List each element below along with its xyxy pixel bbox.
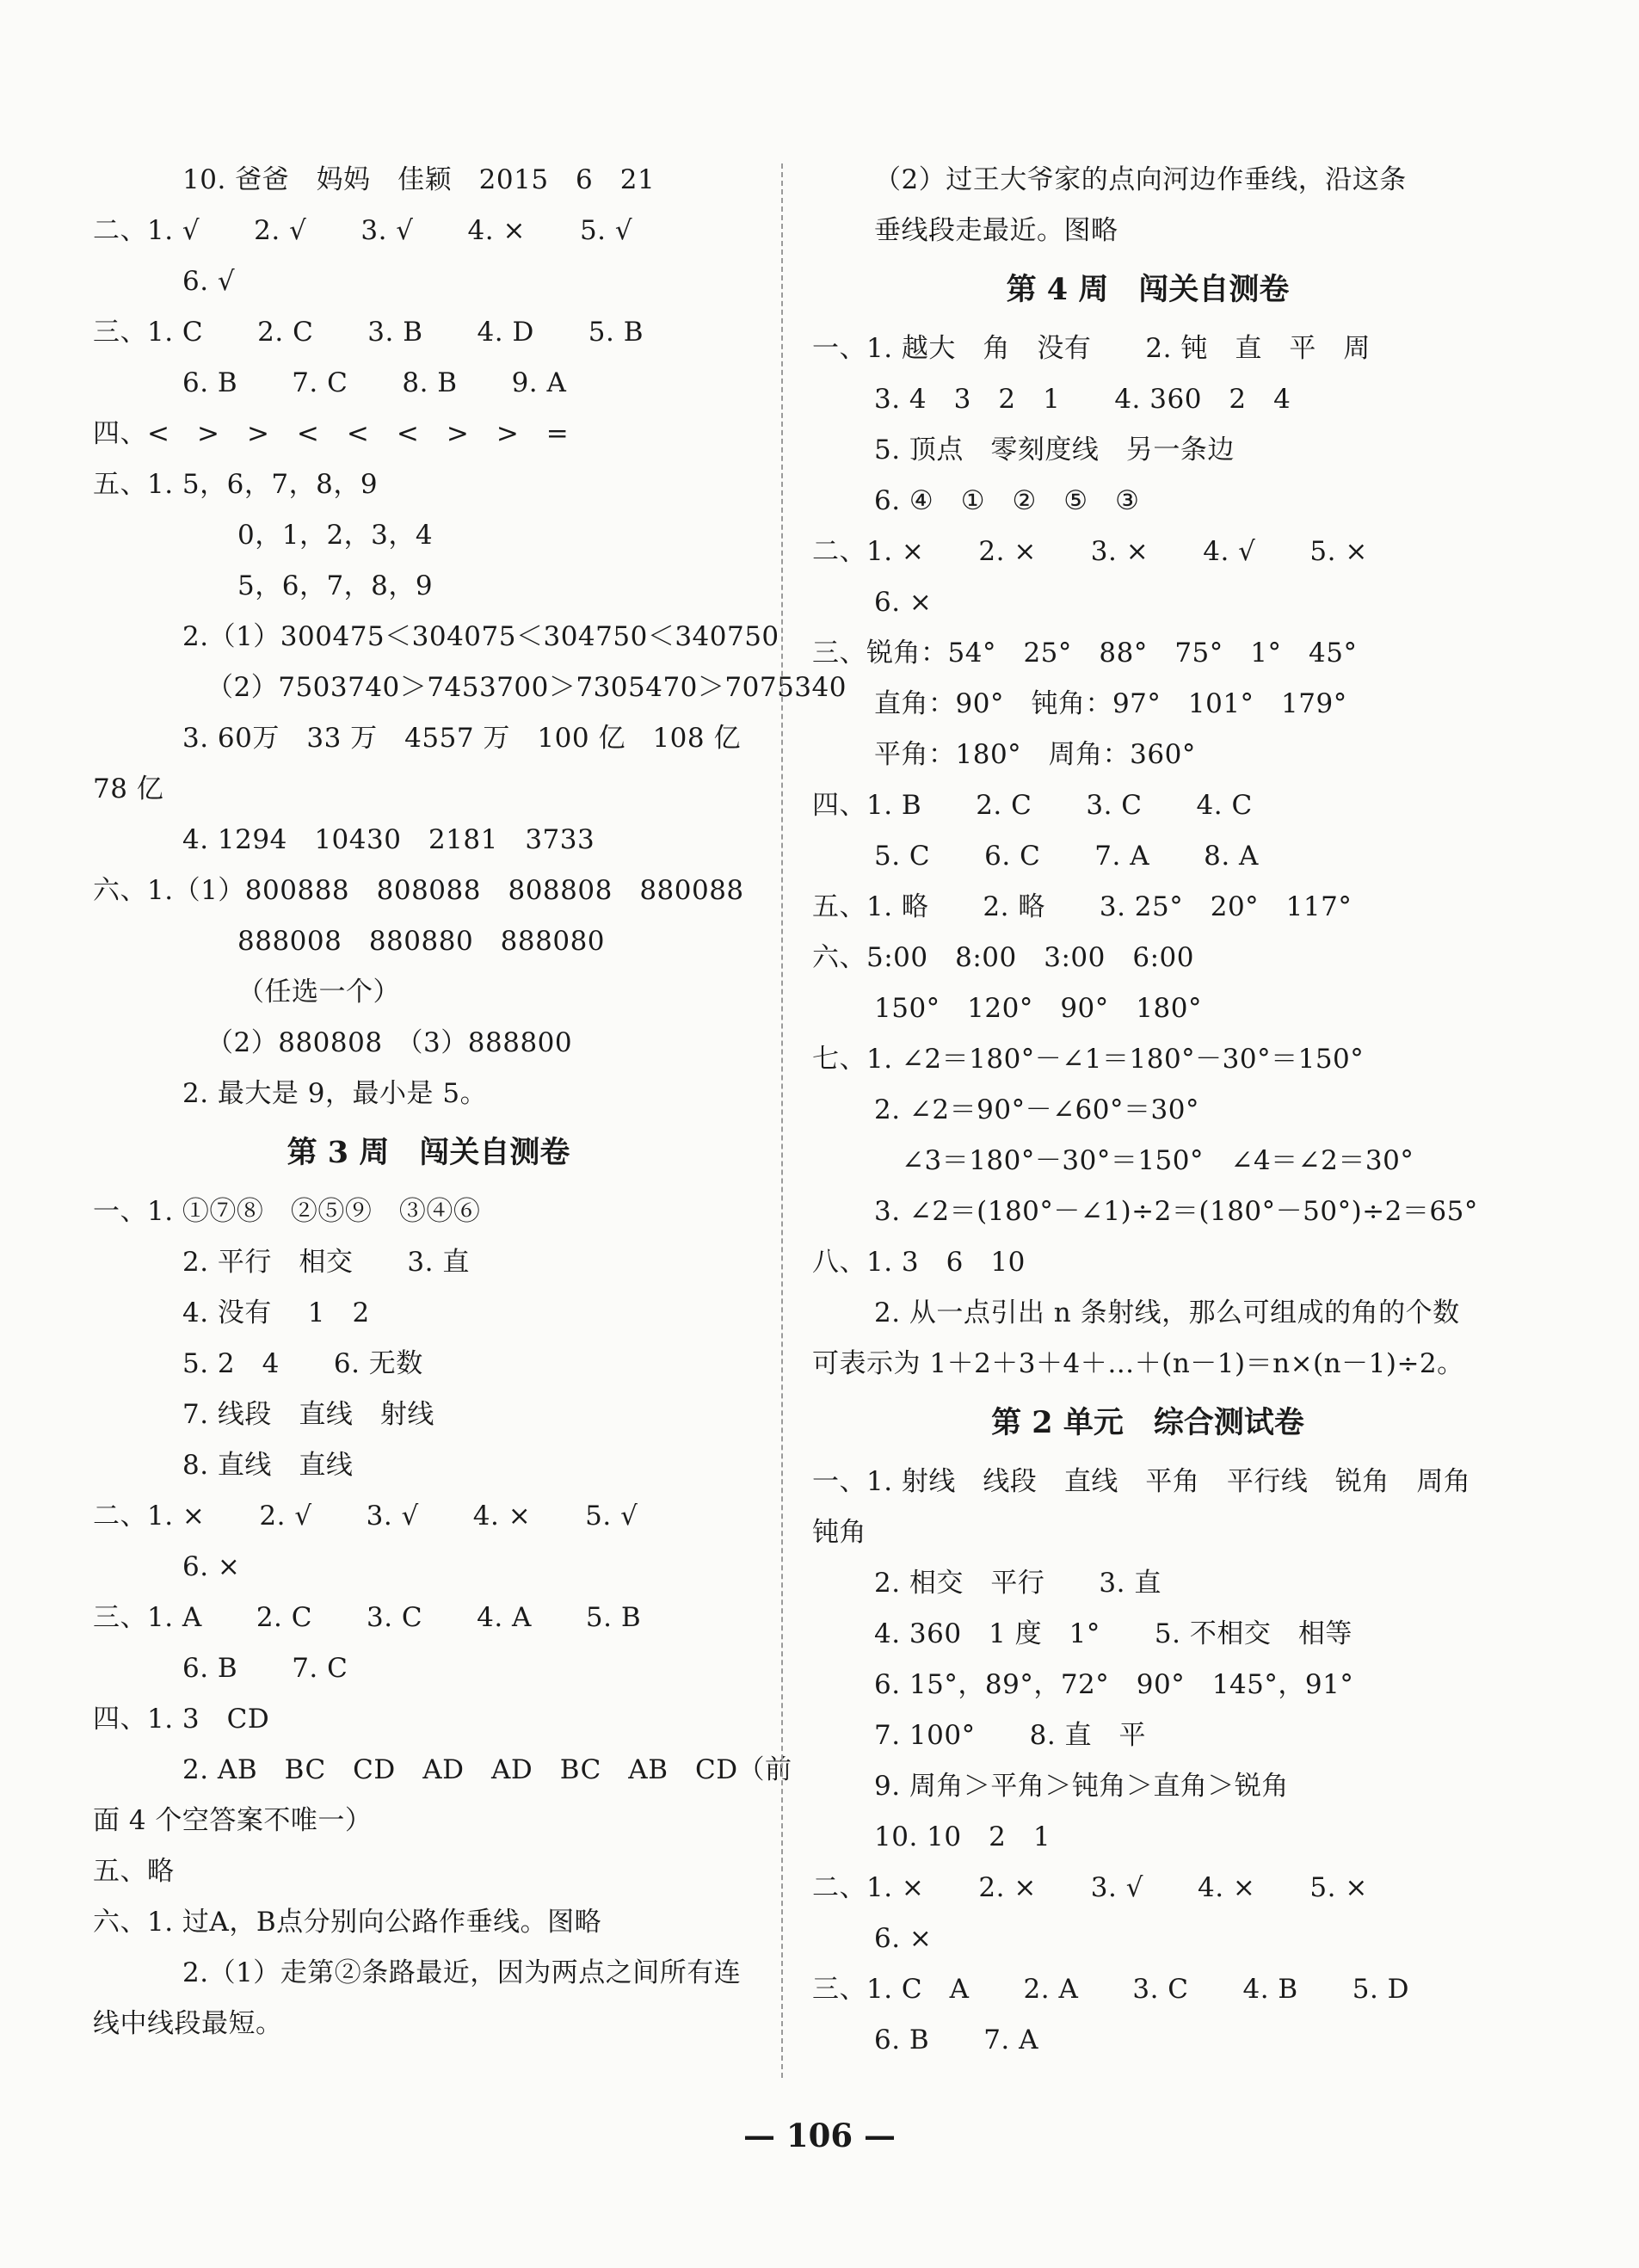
answer-line: 6. 15°，89°，72° 90° 145°，91° [874,1669,1354,1700]
answer-line: 2. ∠2＝90°－∠60°＝30° [874,1094,1199,1125]
answer-line: 888008 880880 888080 [237,926,606,957]
answer-line: 7. 线段 直线 射线 [182,1399,434,1430]
answer-line: 面 4 个空答案不唯一） [93,1805,373,1836]
right-column [812,155,1483,2066]
answer-line: 三、锐角：54° 25° 88° 75° 1° 45° [812,638,1358,669]
answer-line: 八、1. 3 6 10 [812,1247,1026,1278]
answer-line: 3. ∠2＝(180°－∠1)÷2＝(180°－50°)÷2＝65° [874,1196,1478,1227]
answer-line: 平角：180° 周角：360° [874,739,1196,770]
answer-line: 四、1. 3 CD [93,1704,270,1735]
answer-line: 二、1. √ 2. √ 3. √ 4. × 5. √ [93,215,633,246]
answer-line: 3. 60万 33 万 4557 万 100 亿 108 亿 [182,723,741,754]
answer-line: 7. 100° 8. 直 平 [874,1720,1147,1751]
answer-line: 10. 10 2 1 [874,1821,1051,1852]
answer-line: 150° 120° 90° 180° [874,993,1202,1024]
answer-line: 6. × [182,1551,241,1582]
answer-line: 2. AB BC CD AD AD BC AB CD（前 [182,1754,792,1785]
answer-line: 四、1. B 2. C 3. C 4. C [812,790,1253,821]
answer-line: 一、1. 越大 角 没有 2. 钝 直 平 周 [812,333,1371,364]
answer-line: 一、1. 射线 线段 直线 平角 平行线 锐角 周角 [812,1466,1471,1497]
answer-line: 4. 1294 10430 2181 3733 [182,824,595,855]
answer-line: 直角：90° 钝角：97° 101° 179° [874,688,1347,719]
answer-line: 6. × [874,587,933,618]
answer-line: （2）7503740＞7453700＞7305470＞7075340 [206,672,847,703]
answer-line: 三、1. C 2. C 3. B 4. D 5. B [93,317,644,348]
answer-line: 4. 没有 1 2 [182,1297,370,1328]
answer-line: 2.（1）300475＜304075＜304750＜340750 [182,621,779,652]
answer-line: 6. ④ ① ② ⑤ ③ [874,485,1140,516]
answer-line: 三、1. A 2. C 3. C 4. A 5. B [93,1602,642,1633]
answer-line: （2）过王大爷家的点向河边作垂线，沿这条 [874,164,1407,195]
answer-line: 4. 360 1 度 1° 5. 不相交 相等 [874,1618,1352,1649]
answer-line: 0，1，2，3，4 [237,520,434,551]
answer-line: 线中线段最短。 [93,2008,283,2039]
answer-line: 6. B 7. C 8. B 9. A [182,367,567,398]
answer-line: 四、< > > < < < > > = [93,418,570,449]
answer-line: 五、1. 略 2. 略 3. 25° 20° 117° [812,891,1352,922]
answer-line: 6. √ [182,266,236,297]
section-heading: 第 2 单元 综合测试卷 [991,1405,1304,1440]
answer-line: 6. B 7. C [182,1653,348,1684]
answer-line: 六、5:00 8:00 3:00 6:00 [812,942,1194,973]
page-number: — 106 — [743,2117,896,2154]
answer-line: 五、略 [93,1856,175,1887]
answer-line: 垂线段走最近。图略 [874,215,1118,246]
answer-line: 六、1.（1）800888 808088 808808 880088 [93,875,744,906]
answer-line: （2）880808 （3）888800 [206,1027,573,1058]
answer-line: 二、1. × 2. × 3. √ 4. × 5. × [812,1872,1368,1903]
answer-line: 五、1. 5，6，7，8，9 [93,469,379,500]
answer-line: 二、1. × 2. × 3. × 4. √ 5. × [812,536,1368,567]
answer-line: 2.（1）走第②条路最近，因为两点之间所有连 [182,1957,742,1988]
answer-line: 2. 最大是 9，最小是 5。 [182,1078,488,1109]
answer-line: 6. B 7. A [874,2025,1039,2055]
answer-line: 钝角 [812,1517,866,1548]
answer-line: 10. 爸爸 妈妈 佳颖 2015 6 21 [182,164,656,195]
answer-line: 2. 相交 平行 3. 直 [874,1568,1161,1599]
answer-line: 六、1. 过A，B点分别向公路作垂线。图略 [93,1907,602,1938]
answer-line: 3. 4 3 2 1 4. 360 2 4 [874,384,1291,415]
answer-line: 5. 顶点 零刻度线 另一条边 [874,434,1235,465]
section-heading: 第 3 周 闯关自测卷 [287,1135,570,1170]
answer-line: 一、1. ①⑦⑧ ②⑤⑨ ③④⑥ [93,1196,481,1227]
answer-line: 8. 直线 直线 [182,1450,354,1481]
answer-line: ∠3＝180°－30°＝150° ∠4＝∠2＝30° [902,1145,1414,1176]
answer-line: 可表示为 1＋2＋3＋4＋…＋(n－1)＝n×(n－1)÷2。 [812,1348,1464,1379]
answer-line: 78 亿 [93,773,164,804]
section-heading: 第 4 周 闯关自测卷 [1006,272,1290,307]
answer-line: （任选一个） [237,977,400,1008]
answer-line: 9. 周角＞平角＞钝角＞直角＞锐角 [874,1771,1289,1802]
answer-line: 5，6，7，8，9 [237,570,434,601]
answer-line: 6. × [874,1923,933,1954]
answer-line: 2. 平行 相交 3. 直 [182,1247,470,1278]
answer-line: 5. C 6. C 7. A 8. A [874,841,1259,872]
answer-line: 2. 从一点引出 n 条射线，那么可组成的角的个数 [874,1297,1460,1328]
answer-line: 七、1. ∠2＝180°－∠1＝180°－30°＝150° [812,1044,1365,1075]
column-divider [781,163,783,2078]
answer-line: 二、1. × 2. √ 3. √ 4. × 5. √ [93,1501,638,1532]
answer-line: 三、1. C A 2. A 3. C 4. B 5. D [812,1974,1410,2005]
answer-line: 5. 2 4 6. 无数 [182,1348,423,1379]
